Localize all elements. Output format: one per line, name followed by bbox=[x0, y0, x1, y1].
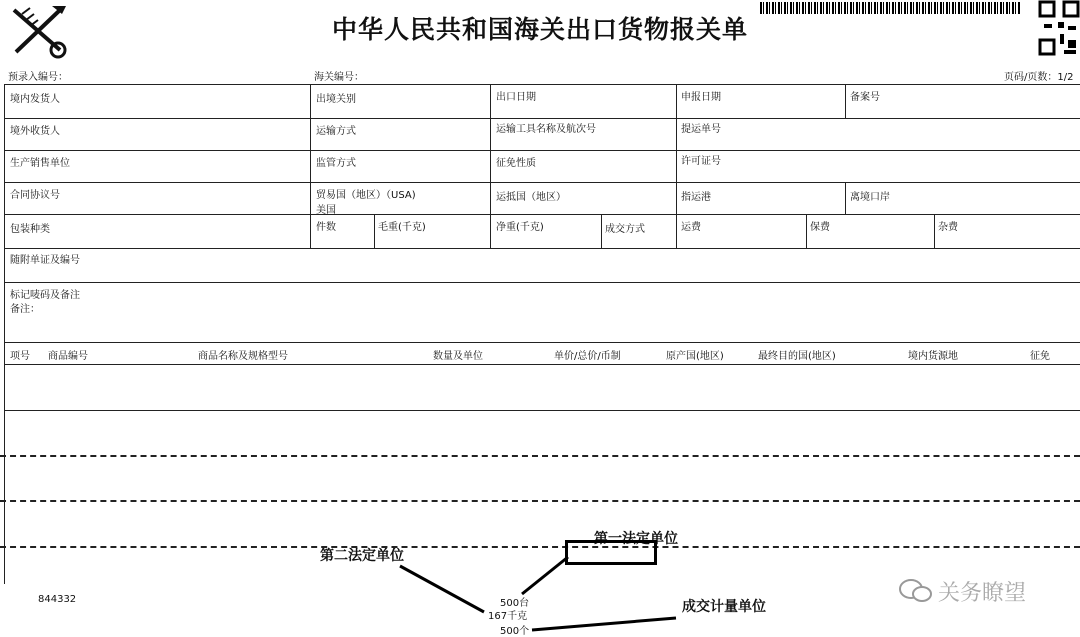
arrow-second-unit bbox=[400, 566, 484, 612]
page-title: 中华人民共和国海关出口货物报关单 bbox=[331, 15, 748, 44]
trade-country-value: 美国 bbox=[316, 205, 336, 216]
field-transport-mode: 运输方式 bbox=[316, 126, 356, 137]
field-overseas-consignee: 境外收货人 bbox=[10, 126, 60, 137]
col-origin: 原产国(地区) bbox=[666, 351, 724, 362]
field-net-weight: 净重(千克) bbox=[496, 222, 544, 233]
col-final-destination: 最终目的国(地区) bbox=[758, 351, 836, 362]
watermark-text: 关务瞭望 bbox=[938, 581, 1027, 606]
pre-entry-no: 预录入编号： bbox=[8, 72, 68, 83]
col-goods-name: 商品名称及规格型号 bbox=[198, 351, 288, 362]
field-package-type: 包装种类 bbox=[10, 224, 50, 235]
field-transaction-mode: 成交方式 bbox=[605, 224, 645, 235]
col-domestic-source: 境内货源地 bbox=[908, 351, 958, 362]
field-supervision-mode: 监管方式 bbox=[316, 158, 356, 169]
col-hs-code: 商品编号 bbox=[48, 351, 88, 362]
arrow-first-unit bbox=[522, 557, 568, 594]
field-trade-country: 贸易国（地区）（USA) bbox=[316, 190, 416, 201]
col-levy: 征免 bbox=[1030, 351, 1050, 362]
field-export-date: 出口日期 bbox=[496, 92, 536, 103]
field-misc-fees: 杂费 bbox=[938, 222, 958, 233]
wechat-icon bbox=[898, 578, 934, 602]
field-bill-of-lading: 提运单号 bbox=[681, 124, 721, 135]
goods-hs-code: 844332 bbox=[38, 594, 77, 605]
field-destination-country: 运抵国（地区） bbox=[496, 192, 566, 203]
qty-trade-unit: 500个 bbox=[500, 626, 530, 637]
col-item-no: 项号 bbox=[10, 351, 30, 362]
field-attached-docs: 随附单证及编号 bbox=[10, 255, 80, 266]
field-pieces: 件数 bbox=[316, 222, 336, 233]
field-exit-customs: 出境关别 bbox=[316, 94, 356, 105]
field-domestic-shipper: 境内发货人 bbox=[10, 94, 60, 105]
page-number: 页码/页数：1/2 bbox=[1004, 72, 1074, 83]
field-insurance: 保费 bbox=[810, 222, 830, 233]
field-freight: 运费 bbox=[681, 222, 701, 233]
field-license-no: 许可证号 bbox=[681, 156, 721, 167]
col-quantity-unit: 数量及单位 bbox=[433, 351, 483, 362]
field-producer: 生产销售单位 bbox=[10, 158, 70, 169]
annotation-second-legal-unit: 第二法定单位 bbox=[320, 548, 404, 564]
field-vessel-voyage: 运输工具名称及航次号 bbox=[496, 124, 596, 135]
field-marks-remarks: 标记唛码及备注 bbox=[10, 290, 80, 301]
field-declare-date: 申报日期 bbox=[681, 92, 721, 103]
field-record-no: 备案号 bbox=[850, 92, 880, 103]
remarks-label: 备注： bbox=[10, 304, 40, 315]
field-port-of-destination: 指运港 bbox=[681, 192, 711, 203]
arrow-trade-unit bbox=[532, 618, 676, 630]
field-exit-port: 离境口岸 bbox=[850, 192, 890, 203]
qty-first-legal: 500台 bbox=[500, 598, 530, 609]
field-levy-nature: 征免性质 bbox=[496, 158, 536, 169]
col-price: 单价/总价/币制 bbox=[554, 351, 621, 362]
customs-no: 海关编号： bbox=[314, 72, 364, 83]
qty-second-legal: 167千克 bbox=[488, 611, 528, 622]
annotation-trade-unit: 成交计量单位 bbox=[682, 599, 766, 615]
field-contract-no: 合同协议号 bbox=[10, 190, 60, 201]
annotation-first-legal-unit: 第一法定单位 bbox=[594, 531, 678, 547]
field-gross-weight: 毛重(千克) bbox=[378, 222, 426, 233]
